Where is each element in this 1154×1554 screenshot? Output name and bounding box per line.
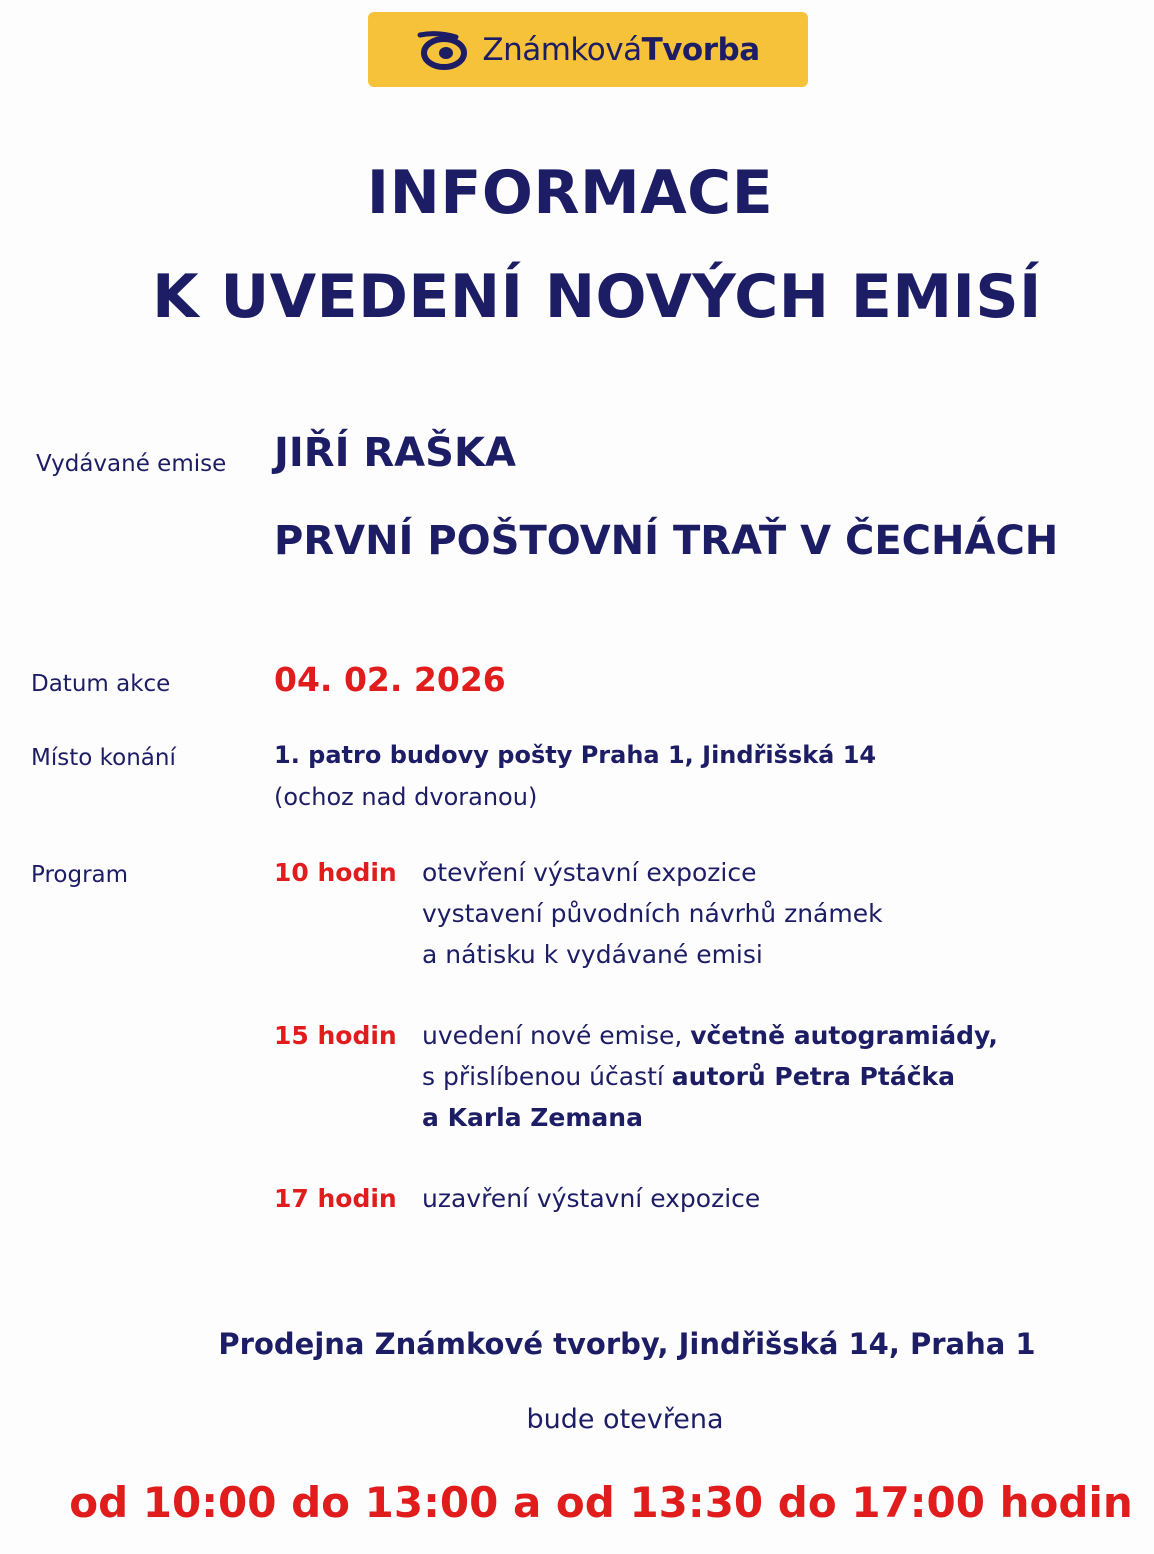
- venue-label: Místo konání: [31, 745, 176, 771]
- emissions-label: Vydávané emise: [36, 451, 227, 477]
- program-item-15: [422, 1015, 998, 1138]
- program-15-line-2-normal: s přislíbenou účastí: [422, 1062, 672, 1091]
- posta-horn-icon: [416, 29, 472, 71]
- title-line-1: INFORMACE: [366, 158, 774, 228]
- program-10-line-3: a nátisku k vydávané emisi: [422, 940, 763, 969]
- program-17-line-1: uzavření výstavní expozice: [422, 1184, 761, 1213]
- date-label: Datum akce: [31, 671, 171, 697]
- program-label: Program: [31, 862, 129, 888]
- program-10-line-1: otevření výstavní expozice: [422, 858, 757, 887]
- venue-line-1: 1. patro budovy pošty Praha 1, Jindřišská 14: [274, 741, 877, 769]
- program-15-line-2: [422, 1056, 998, 1097]
- program-15-line-1-bold: včetně autogramiády,: [690, 1021, 998, 1050]
- footer-open: bude otevřena: [526, 1404, 724, 1435]
- brand-name-regular: Známková: [482, 31, 642, 68]
- program-item-10: [422, 852, 883, 975]
- program-15-line-3-bold: a Karla Zemana: [422, 1103, 643, 1132]
- emission-item-2: PRVNÍ POŠTOVNÍ TRAŤ V ČECHÁCH: [274, 518, 1059, 564]
- program-time-15: 15 hodin: [274, 1021, 397, 1050]
- brand-name-bold: Tvorba: [641, 31, 760, 68]
- footer-hours: od 10:00 do 13:00 a od 13:30 do 17:00 hodin: [69, 1478, 1133, 1527]
- program-15-line-3: [422, 1097, 998, 1138]
- title-line-2: K UVEDENÍ NOVÝCH EMISÍ: [152, 262, 1042, 332]
- brand-logo: [368, 12, 808, 87]
- date-value: 04. 02. 2026: [274, 660, 506, 699]
- program-item-17: [422, 1178, 760, 1219]
- venue-line-2: (ochoz nad dvoranou): [274, 783, 538, 811]
- program-15-line-1: [422, 1015, 998, 1056]
- footer-shop: Prodejna Známkové tvorby, Jindřišská 14, Praha 1: [218, 1327, 1036, 1361]
- program-time-10: 10 hodin: [274, 858, 397, 887]
- program-15-line-2-bold: autorů Petra Ptáčka: [671, 1062, 956, 1091]
- program-10-line-2: vystavení původních návrhů známek: [422, 899, 883, 928]
- program-15-line-1-normal: uvedení nové emise,: [422, 1021, 691, 1050]
- program-time-17: 17 hodin: [274, 1184, 397, 1213]
- emission-item-1: JIŘÍ RAŠKA: [274, 430, 516, 476]
- brand-name: [482, 32, 759, 68]
